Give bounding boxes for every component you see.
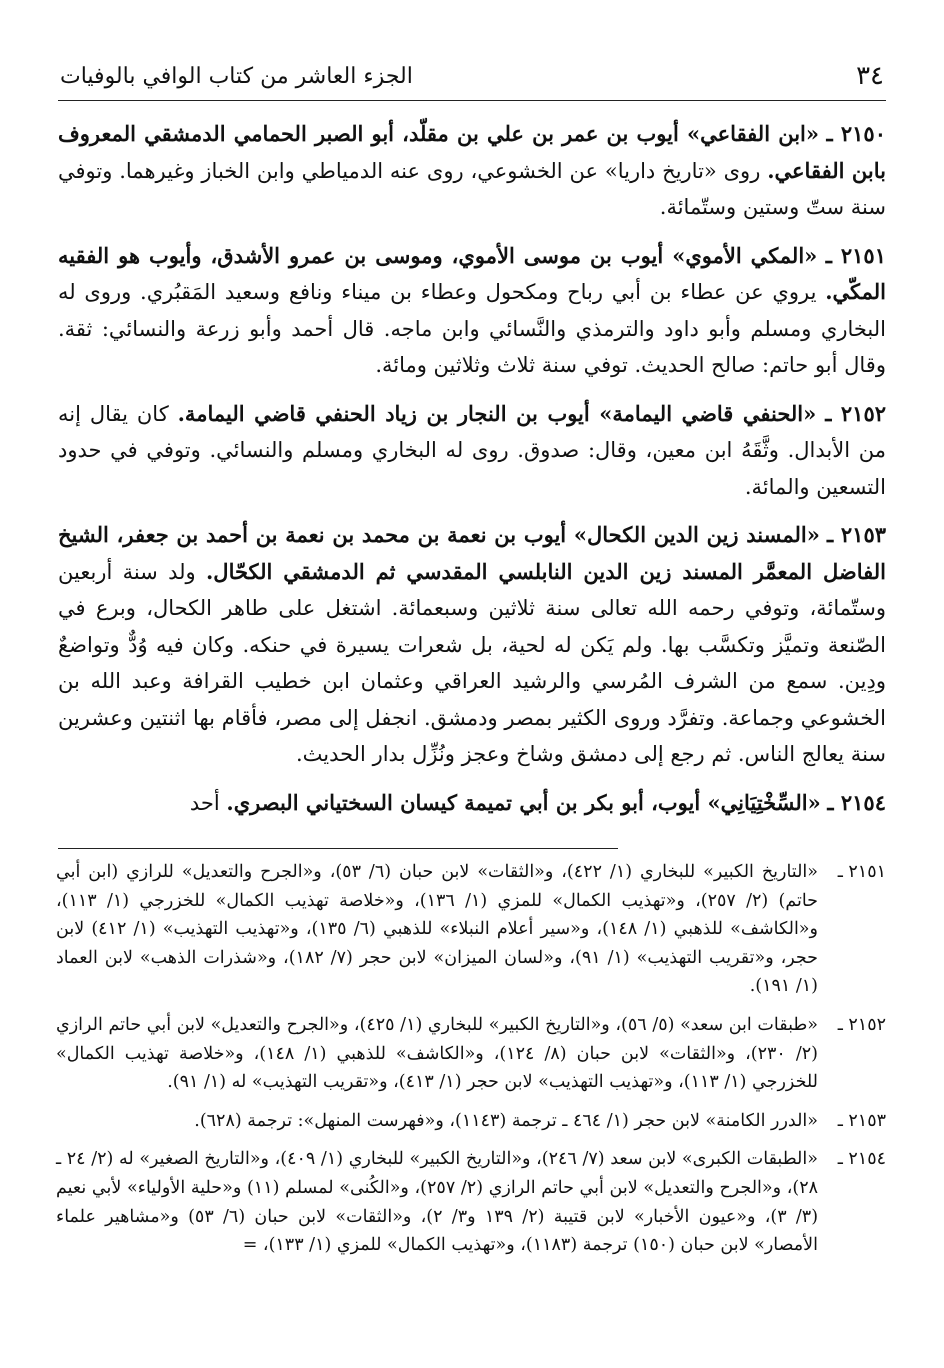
main-text xyxy=(58,116,886,833)
footnote-number: ٢١٥٢ ـ xyxy=(837,1014,886,1035)
footnote-rule xyxy=(58,848,618,849)
entry-2150 xyxy=(58,116,886,226)
entry-2153 xyxy=(58,517,886,773)
entry-2154 xyxy=(58,785,886,822)
entry-number: ٢١٥٢ ـ xyxy=(825,400,887,426)
page-number: ٣٤ xyxy=(856,61,884,91)
footnote-2154 xyxy=(56,1145,886,1259)
entry-number: ٢١٥٠ ـ xyxy=(826,121,886,146)
entry-number: ٢١٥٤ ـ xyxy=(827,789,886,815)
footnote-2151 xyxy=(56,858,886,1001)
footnote-number: ٢١٥١ ـ xyxy=(837,862,886,882)
footnote-text: «طبقات ابن سعد» (٥/ ٥٦)، و«التاريخ الكبير» للبخاري (١/ ٤٢٥)، و«الجرح والتعديل» لابن أبي حاتم الرازي (٢/ ٢٣٠)، و«الثقات» لابن حبان (٨/ ١٢٤)، و«الكاشف» للذهبي (١/ ١٤٨)، و«خلاصة تهذيب الكمال» للخزرجي (١/ ١١٣)، و«تهذيب التهذيب» لابن حجر (١/ ٤١٣)، و«تقريب التهذيب» له (١/ ٩١). xyxy=(56,1014,819,1093)
entry-text: يروي عن عطاء بن أبي رباح ومكحول وعطاء بن ميناء ونافع وسعيد المَقبُري. وروى له البخاري ومسلم وأبو داود والترمذي والنَّسائي وابن ماجه. قال أحمد وأبو زرعة والنسائي: ثقة. وقال أبو حاتم: صالح الحديث. توفي سنة ثلاث وثلاثين ومائة. xyxy=(58,280,886,377)
entry-number: ٢١٥٣ ـ xyxy=(827,522,887,547)
entry-lead: «المسند زين الدين الكحال» أيوب بن نعمة بن محمد بن نعمة بن أحمد بن جعفر، الشيخ الفاضل المعمَّر المسند زين الدين النابلسي المقدسي ثم الدمشقي الكحّال. xyxy=(58,522,886,584)
footnote-2153 xyxy=(56,1107,886,1136)
entry-text: أحد xyxy=(189,790,220,815)
footnote-text: «الدرر الكامنة» لابن حجر (١/ ٤٦٤ ـ ترجمة (١١٤٣)، و«فهرست المنهل»: ترجمة (٦٢٨). xyxy=(194,1110,818,1131)
entry-number: ٢١٥١ ـ xyxy=(825,242,886,268)
entry-lead: «الحنفي قاضي اليمامة» أيوب بن النجار بن زياد الحنفي قاضي اليمامة. xyxy=(177,400,817,426)
footnote-number: ٢١٥٣ ـ xyxy=(837,1110,886,1131)
running-title: الجزء العاشر من كتاب الوافي بالوفيات xyxy=(60,63,413,89)
entry-lead: «المكي الأموي» أيوب بن موسى الأموي، وموسى بن عمرو الأشدق، وأيوب هو الفقيه المكّي. xyxy=(58,242,886,304)
entry-2151 xyxy=(58,238,886,384)
entry-text: ولد سنة أربعين وستّمائة، وتوفي رحمه الله تعالى سنة ثلاثين وسبعمائة. اشتغل على طاهر الكحال، وبرع في الصّنعة وتميَّز وتكسَّب بها. ولم يَكن له لحية، بل شعرات يسيرة في حنكه. وكان فيه وُدٌّ وتواضعٌ ودِين. سمع من الشرف المُرسي والرشيد العراقي وعثمان ابن خطيب القرافة وعبد الله بن الخشوعي وجماعة. وتفرَّد وروى الكثير بمصر ودمشق. انجفل إلى مصر، فأقام بها اثنتين وعشرين سنة يعالج الناس. ثم رجع إلى دمشق وشاخ وعجز ونُزِّل بدار الحديث. xyxy=(58,559,887,766)
footnotes xyxy=(56,858,886,1270)
entry-text: كان يقال إنه من الأبدال. وثَّقَهُ ابن معين، وقال: صدوق. روى له البخاري ومسلم والنسائي. وتوفي في حدود التسعين والمائة. xyxy=(58,401,886,499)
entry-lead: «السِّخْتِيَانِي» أيوب، أبو بكر بن أبي تميمة كيسان السختياني البصري. xyxy=(226,789,821,815)
footnote-2152 xyxy=(56,1011,886,1097)
footnote-text: «الطبقات الكبرى» لابن سعد (٧/ ٢٤٦)، و«التاريخ الكبير» للبخاري (١/ ٤٠٩)، و«التاريخ الصغير» له (٢/ ٢٤ ـ ٢٨)، و«الجرح والتعديل» لابن أبي حاتم الرازي (٢/ ٢٥٧)، و«الكُنى» لمسلم (١١) و«حلية الأولياء» لأبي نعيم (٣/ ٣)، و«عيون الأخبار» لابن قتيبة (٢/ ١٣٩ و٣/ ٢)، و«الثقات» لابن حبان (٦/ ٥٣) و«مشاهير علماء الأمصار» لابن حبان (١٥٠) ترجمة (١١٨٣)، و«تهذيب الكمال» للمزي (١/ ١٣٣)، = xyxy=(56,1149,819,1256)
footnote-text: «التاريخ الكبير» للبخاري (١/ ٤٢٢)، و«الثقات» لابن حبان (٦/ ٥٣)، و«الجرح والتعديل» للرازي (ابن أبي حاتم) (٢/ ٢٥٧)، و«تهذيب الكمال» للمزي (١/ ١٣٦)، و«خلاصة تهذيب الكمال» للخزرجي (١/ ١١٣)، و«الكاشف» للذهبي (١/ ١٤٨)، و«سير أعلام النبلاء» للذهبي (٦/ ١٣٥)، و«تهذيب التهذيب» (١/ ٤١٢) لابن حجر، و«تقريب التهذيب» (١/ ٩١)، و«لسان الميزان» لابن حجر (٧/ ١٨٢)، و«شذرات الذهب» لابن العماد (١/ ١٩١). xyxy=(56,862,818,997)
header-rule xyxy=(58,100,886,101)
page-header xyxy=(60,54,884,98)
entry-lead: «ابن الفقاعي» أيوب بن عمر بن علي بن مقلّد، أبو الصبر الحمامي الدمشقي المعروف بابن الفقاعي. xyxy=(58,121,886,183)
entry-2152 xyxy=(58,396,886,506)
footnote-number: ٢١٥٤ ـ xyxy=(837,1149,886,1170)
entry-text: روى «تاريخ داريا» عن الخشوعي، روى عنه الدمياطي وابن الخباز وغيرهما. وتوفي سنة ستّ وستين وستّمائة. xyxy=(58,158,886,219)
